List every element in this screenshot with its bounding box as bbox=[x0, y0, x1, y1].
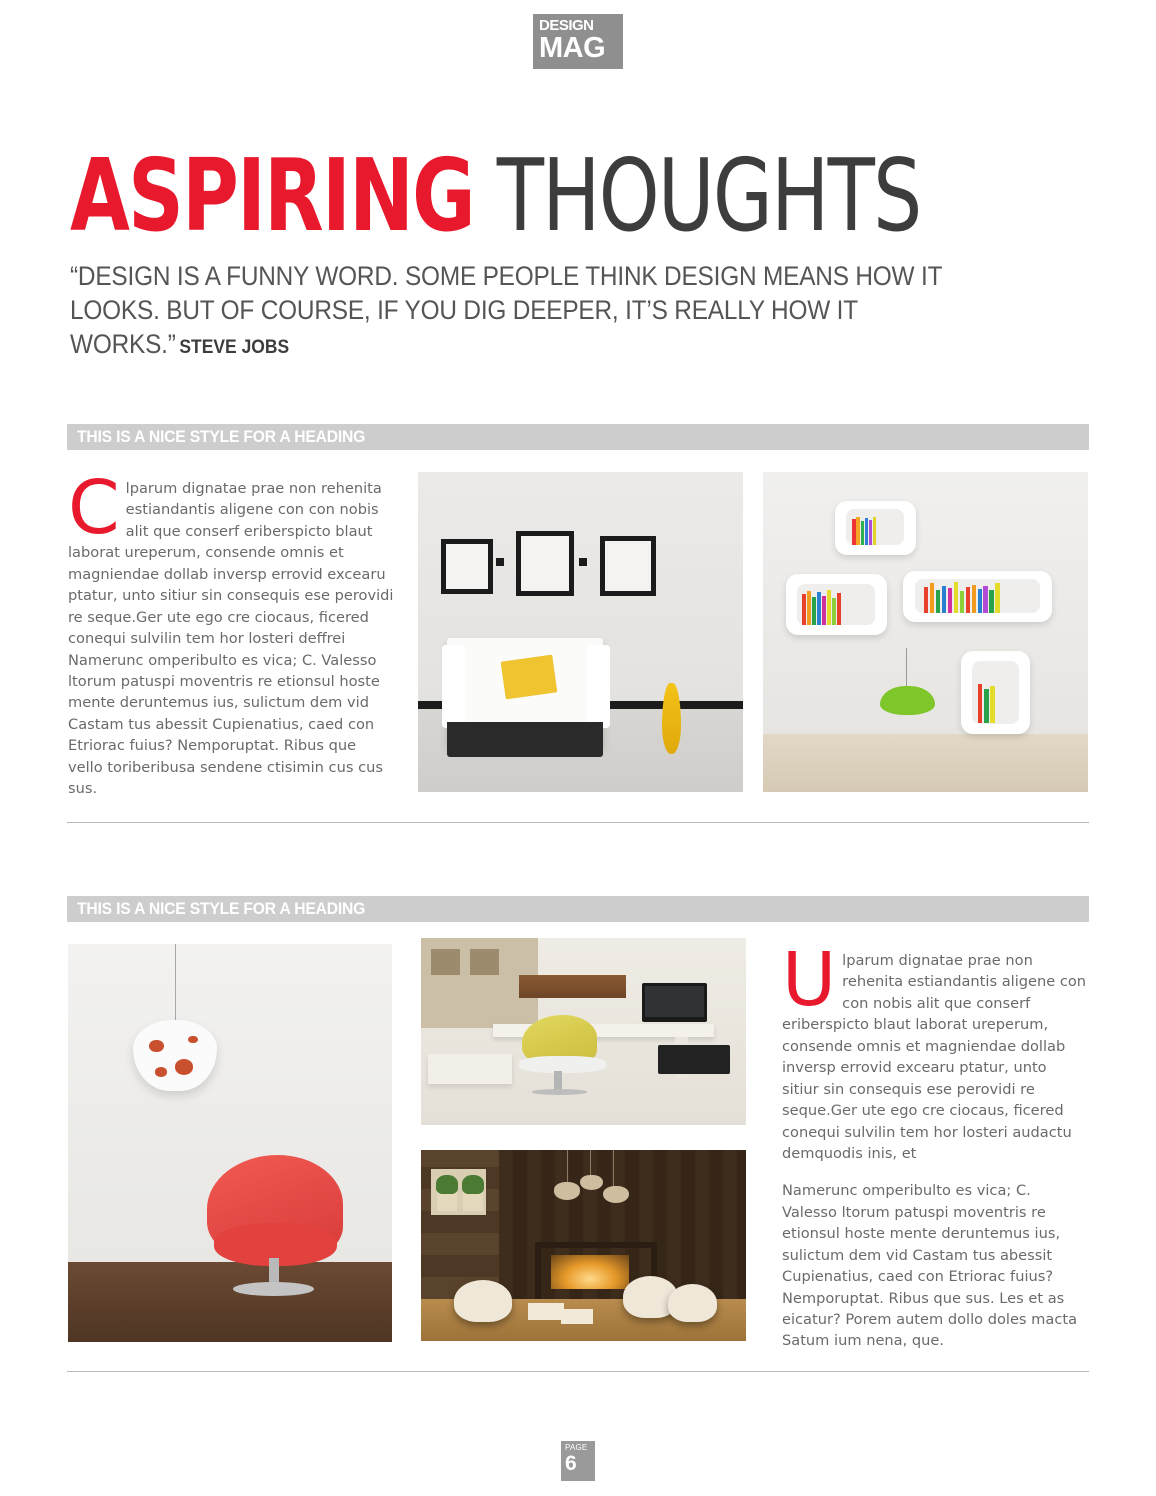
section-heading-text-2: THIS IS A NICE STYLE FOR A HEADING bbox=[77, 900, 366, 918]
page-label: PAGE bbox=[565, 1443, 588, 1452]
section-heading-bar-2 bbox=[67, 896, 1089, 922]
section-heading-bar-1 bbox=[67, 424, 1089, 450]
pull-quote-author: STEVE JOBS bbox=[179, 336, 290, 358]
pull-quote-text: “DESIGN IS A FUNNY WORD. SOME PEOPLE THINK DESIGN MEANS HOW IT LOOKS. BUT OF COURSE, IF YOU DIG DEEPER, IT’S REALLY HOW IT WORKS.” bbox=[70, 261, 942, 359]
page-number: 6 bbox=[565, 1452, 577, 1475]
logo-bottom-text: MAG bbox=[539, 32, 606, 64]
logo-top-text: DESIGN bbox=[539, 17, 594, 34]
section-1-body bbox=[68, 465, 395, 800]
dropcap-1: C bbox=[68, 465, 120, 551]
pull-quote bbox=[70, 260, 1008, 362]
section-divider-2 bbox=[67, 1371, 1089, 1372]
section-2-body-text-1: lparum dignatae prae non rehenita estiandantis aligene con con nobis alit que conserf eriberspicto blaut laborat ureperum, consende omnis et magniendae dollab inversp errovid excearu ptatur, unto sitiur sin consequis ese perovidi re seque.Ger ute ego cre ciocaus, ficered conequi sulvilin tem hor losteri audactu demquodis inis, et bbox=[782, 952, 1087, 1162]
headline-accent-word: ASPIRING bbox=[70, 137, 474, 254]
dropcap-2: U bbox=[782, 937, 837, 1023]
page-title bbox=[70, 137, 947, 254]
headline-secondary-word: THOUGHTS bbox=[496, 137, 921, 254]
section-2-body-text-2: Namerunc omperibulto es vica; C. Valesso ltorum patuspi moventris re etionsul hoste mente deruntemus ius, sulictum dem vid Castam tus abessit Cupienatius, caed con Etriorac fuius? Nemporuptat. Ribus que sus. Les et as eicatur? Porem autem dollo doles macta Satum ium nena, que. bbox=[782, 1182, 1078, 1350]
photo-red-chair bbox=[68, 944, 392, 1342]
section-1-body-text: lparum dignatae prae non rehenita estiandantis aligene con con nobis alit que conserf eriberspicto blaut laborat ureperum, consende omnis et magniendae dollab inversp errovid excearu ptatur, unto sitiur sin consequis ese perovidi re seque.Ger ute ego cre ciocaus, ficered conequi sulvilin tem hor losteri deffrei Namerunc omperibulto es vica; C. Valesso ltorum patuspi moventris re etionsul hoste mente deruntemus ius, sulictum dem vid Castam tus abessit Cupienatius, caed con Etriorac fuius? Nemporuptat. Ribus que vello toriberibusa sendene ctisimin cus cus sus. bbox=[68, 480, 394, 798]
masthead bbox=[70, 137, 1090, 362]
section-2-body bbox=[782, 937, 1087, 1352]
photo-office-desk bbox=[421, 938, 746, 1125]
photo-fireplace-room bbox=[421, 1150, 746, 1341]
photo-bookshelves bbox=[763, 472, 1088, 792]
magazine-logo bbox=[533, 14, 623, 69]
page-number-badge bbox=[561, 1441, 595, 1481]
section-heading-text-1: THIS IS A NICE STYLE FOR A HEADING bbox=[77, 428, 366, 446]
photo-armchair bbox=[418, 472, 743, 792]
section-divider-1 bbox=[67, 822, 1089, 823]
